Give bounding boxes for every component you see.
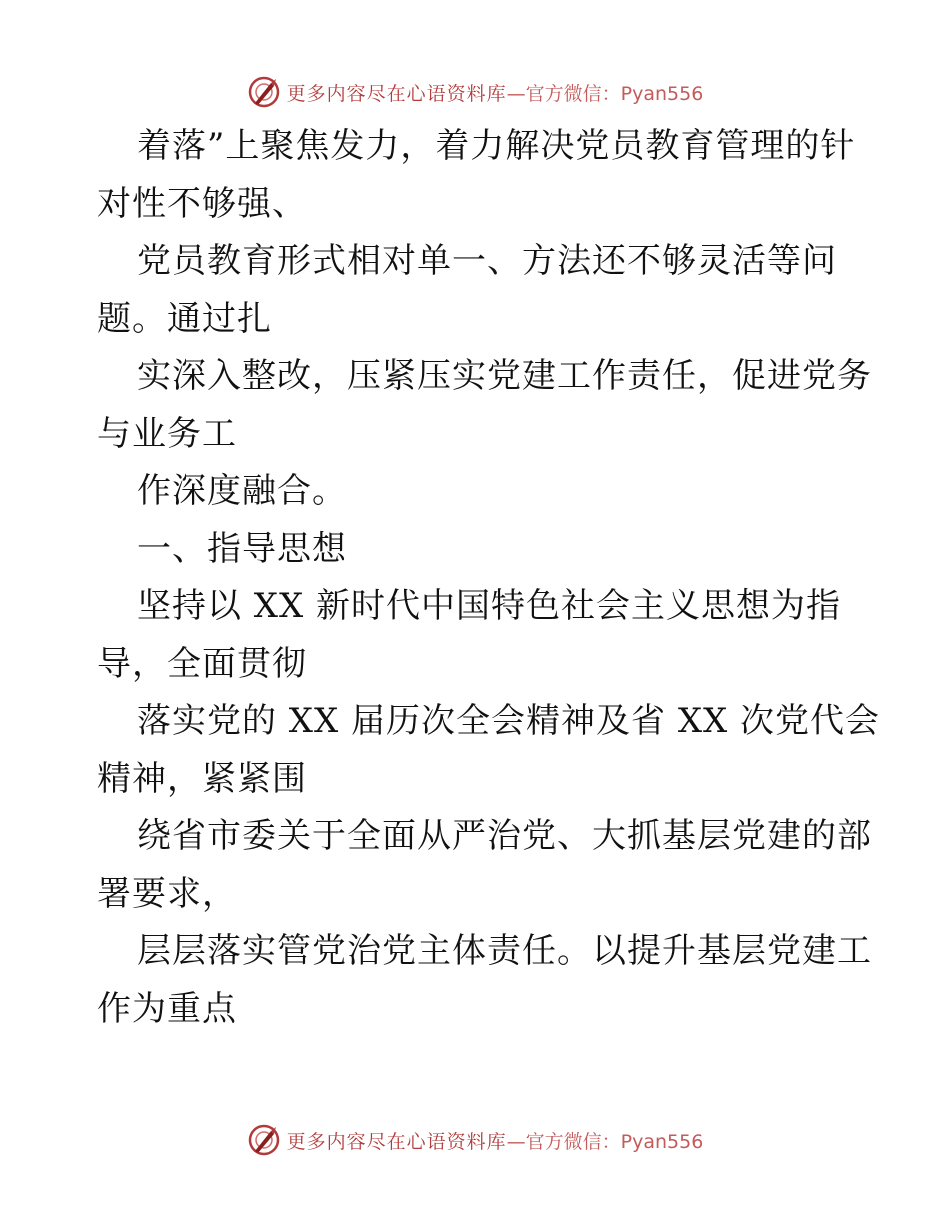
- text-line: 精神，紧紧围: [97, 758, 307, 799]
- banner-wechat-text: —官方微信：Pyan556: [506, 82, 704, 105]
- footer-watermark-banner: [0, 1120, 950, 1160]
- text-line: 作深度融合。: [137, 471, 347, 511]
- text-line: 坚持以 XX 新时代中国特色社会主义思想为指: [137, 586, 842, 626]
- text-line: 着落”上聚焦发力，着力解决党员教育管理的针: [137, 126, 856, 166]
- text-line: 对性不够强、: [97, 183, 307, 224]
- header-watermark-banner: [0, 72, 950, 112]
- quill-logo-icon: [247, 1123, 281, 1157]
- section-heading: 一、指导思想: [137, 528, 347, 569]
- text-line: 作为重点: [97, 988, 237, 1029]
- banner-wechat-text: —官方微信：Pyan556: [506, 1130, 704, 1153]
- quill-logo-icon: [247, 75, 281, 109]
- banner-main-text: 更多内容尽在心语资料库: [286, 1130, 507, 1153]
- text-line: 层层落实管党治党主体责任。以提升基层党建工: [137, 931, 872, 971]
- text-line: 绕省市委关于全面从严治党、大抓基层党建的部: [137, 816, 872, 856]
- banner-main-text: 更多内容尽在心语资料库: [286, 82, 507, 105]
- text-line: 署要求，: [97, 873, 237, 914]
- document-body: [97, 118, 881, 1038]
- text-line: 落实党的 XX 届历次全会精神及省 XX 次党代会: [137, 701, 881, 741]
- text-line: 导，全面贯彻: [97, 643, 307, 684]
- text-line: 党员教育形式相对单一、方法还不够灵活等问: [137, 241, 837, 281]
- text-line: 与业务工: [97, 413, 237, 454]
- text-line: 题。通过扎: [97, 298, 272, 339]
- text-line: 实深入整改，压紧压实党建工作责任，促进党务: [137, 356, 872, 396]
